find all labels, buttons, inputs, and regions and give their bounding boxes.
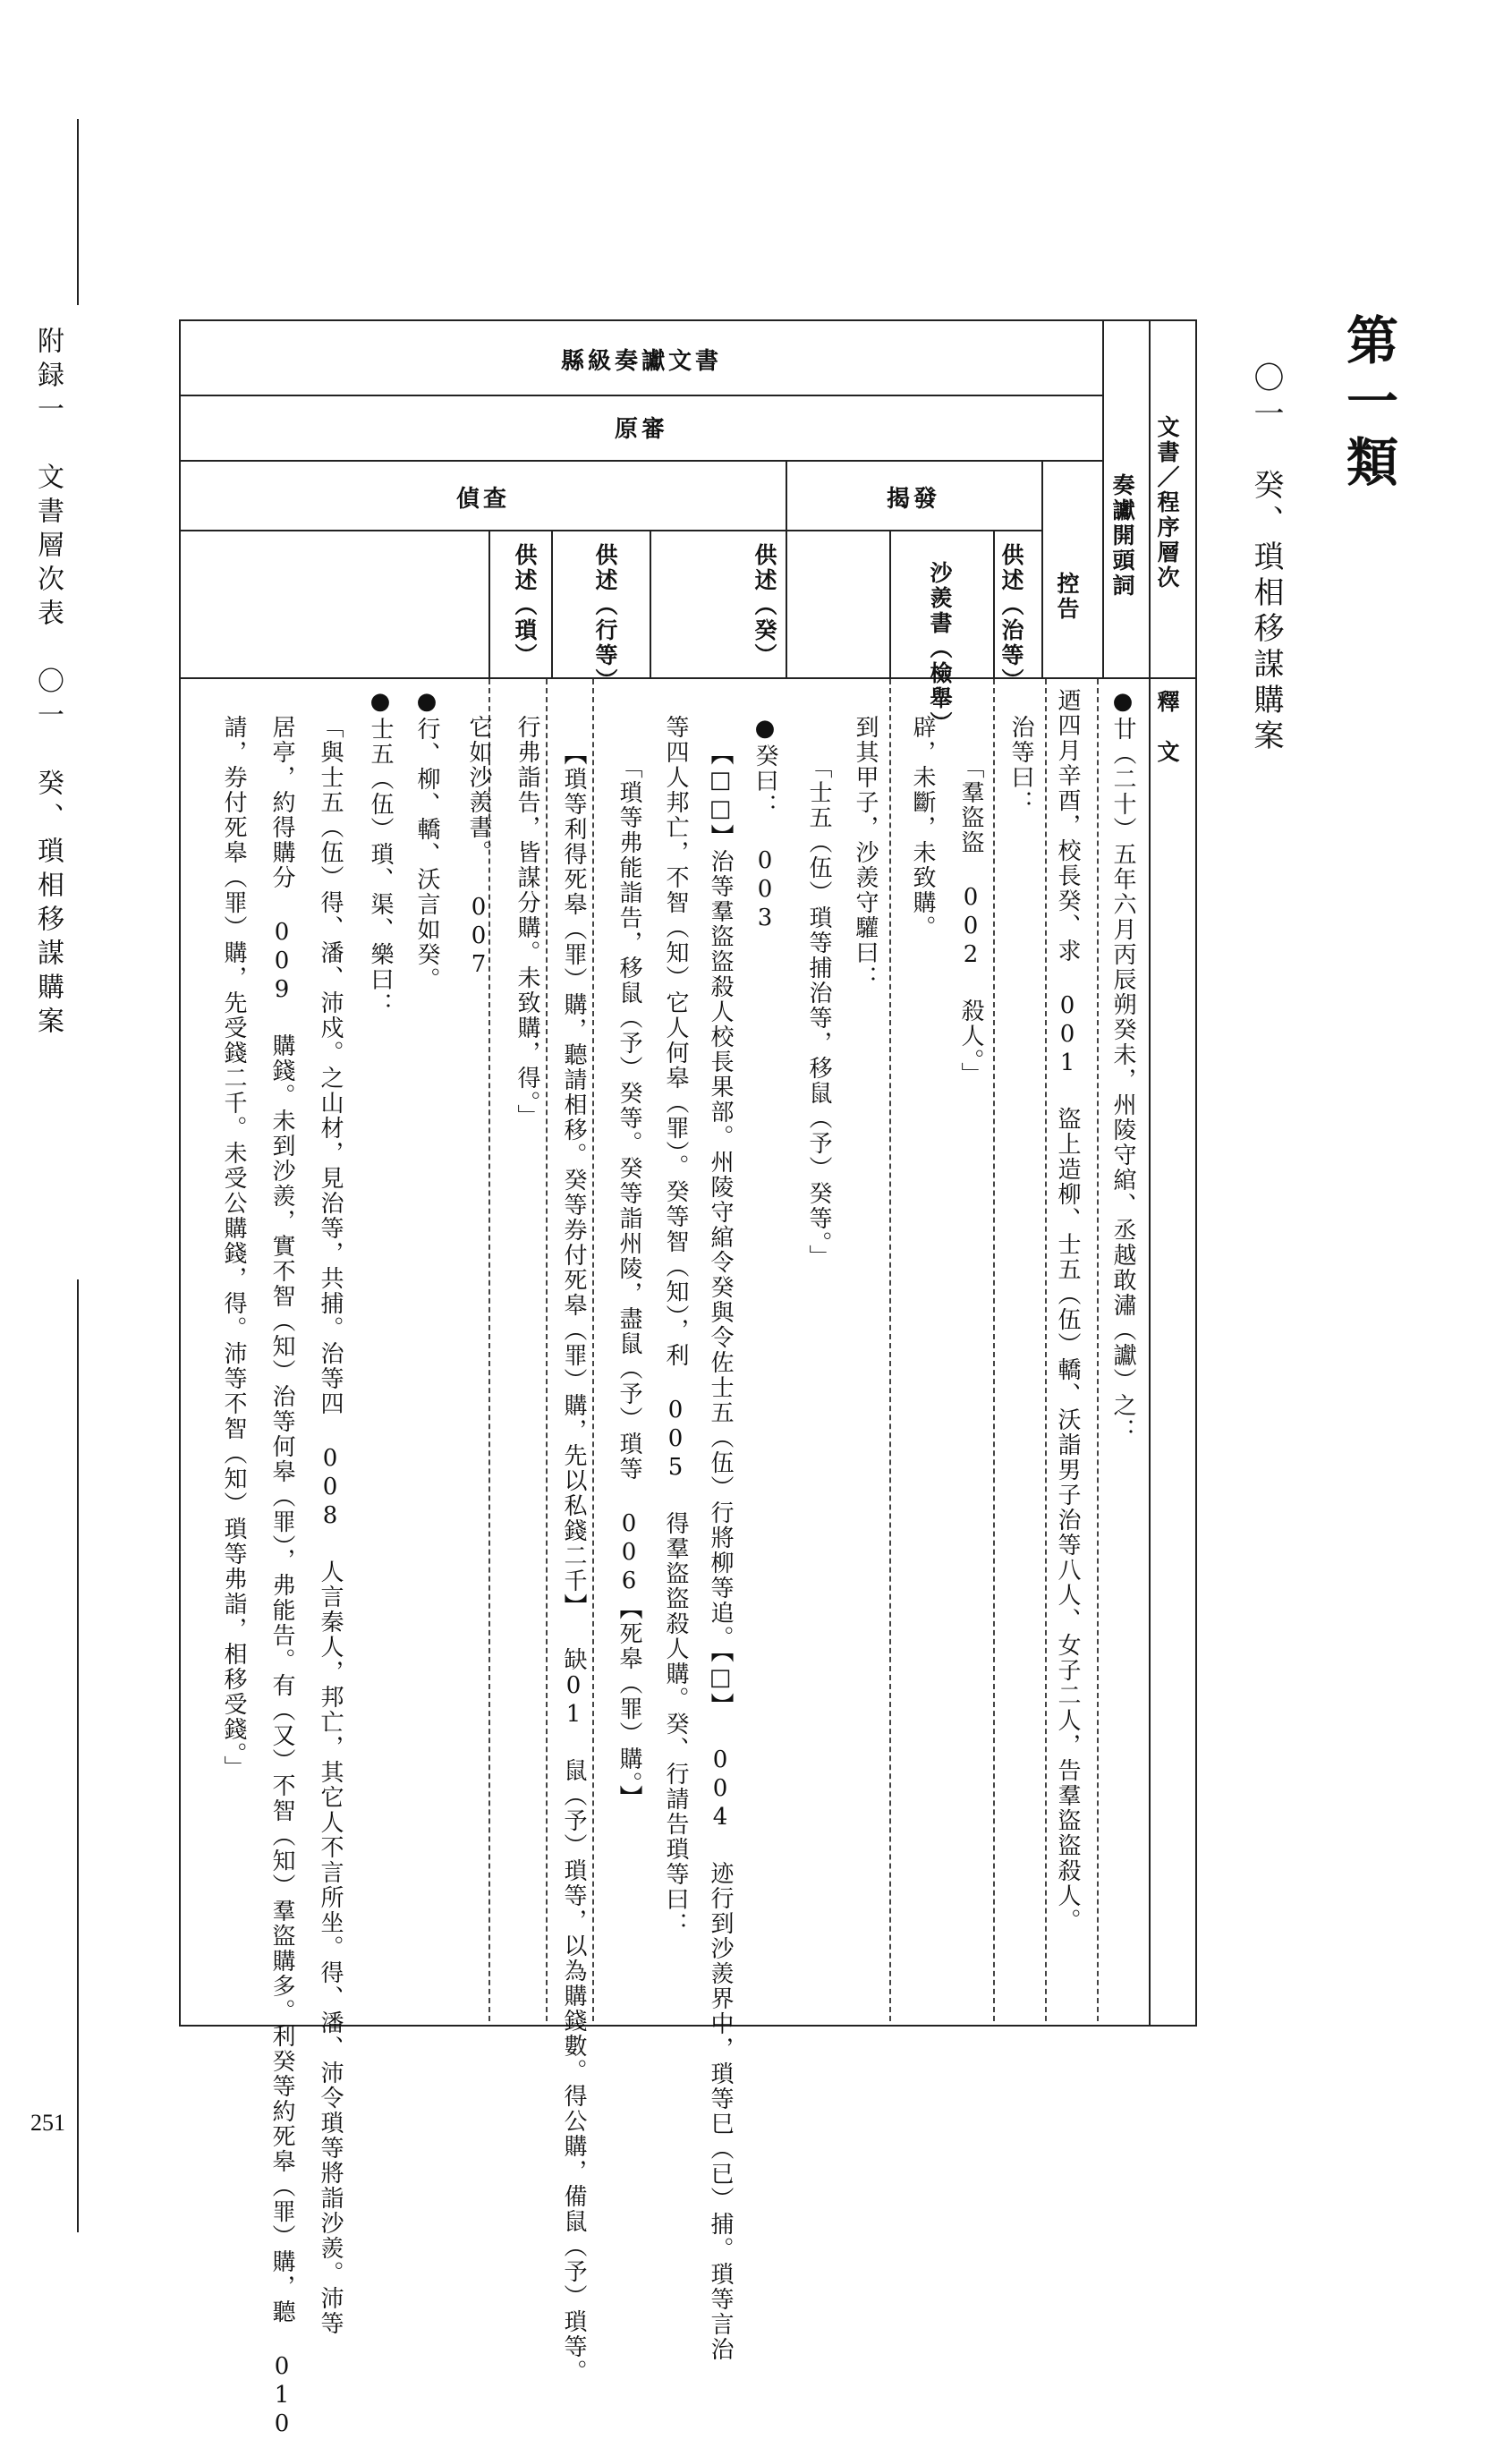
col-label-xing-testimony: 供述（行等） [592,543,618,693]
rule-rows-sep [1102,321,1104,679]
col-label-gui-testimony: 供述（癸） [752,543,777,668]
text-line: 治等曰： [1007,715,1034,815]
text-line: 辟，未斷，未致購。 [909,715,936,940]
text-line: ●廿（二十）五年六月丙辰朔癸未，州陵守綰、丞越敢潚（讞）之： [1109,688,1136,1443]
row3-label-right: 揭發 [886,486,940,513]
rule-col-c [889,530,891,677]
row3-label-left: 偵查 [455,486,510,513]
rule-col-b [993,530,995,677]
text-line: ●癸曰： 003 [752,715,778,933]
category-heading: 第一類 [1338,313,1398,496]
rule-row1 [181,395,1102,396]
document-hierarchy-table [179,319,1197,2439]
rule-col-e [551,530,553,677]
rule-col-d [650,530,651,677]
header-left-label: 文書／程序層次 [1154,415,1180,591]
text-line: 居亭，約得購分 009 購錢。未到沙羨，實不智（知）治等何皋（罪），弗能告。有（又）不智（知）羣盜購多。利癸等約死皋（罪）購，聽 010 [268,715,295,2439]
dash-2 [1045,679,1047,2021]
page-number: 251 [30,2110,65,2136]
col-label-shaxian-letter: 沙羨書（檢舉） [927,561,953,736]
col-label-suo-testimony: 供述（瑣） [512,543,538,668]
rule-header-sep [1149,321,1151,2025]
text-line: 行弗詣告，皆謀分購。未致購，得。」 [514,715,540,1129]
text-line: ●行、柳、轎、沃言如癸。 [413,688,440,992]
col-label-opening: 奏讞開頭詞 [1109,473,1135,599]
dash-1 [1097,679,1099,2021]
dash-3 [993,679,995,2021]
margin-rule-top [77,119,79,305]
text-line: 到其甲子，沙羨守驩曰： [852,715,879,990]
text-line: 它如沙羨書。 007 [465,715,492,980]
rule-col-f [488,530,490,677]
dash-5 [592,679,594,2021]
row1-label: 縣級奏讞文書 [560,348,722,375]
text-line: 【瑣等利得死皋（罪）購，聽請相移。癸等券付死皋（罪）購，先以私錢二千】 缺01 鼠（予）瑣等，以為購錢數。得公購，備鼠（予）瑣等。 [560,742,587,2384]
text-line: 迺四月辛酉，校長癸、求 001 盜上造柳、士五（伍）轎、沃詣男子治等八人、女子二人，告羣盜盜殺人。 [1054,688,1081,1933]
rule-label-row [181,677,1195,679]
margin-rule-bottom [77,1279,79,2232]
text-line: 「羣盜盜 002 殺人。」 [957,755,984,1087]
rule-row3 [181,530,1041,531]
col-label-zhi-testimony: 供述（治等） [998,543,1024,693]
dash-4 [889,679,891,2021]
text-line: 「瑣等弗能詣告，移鼠（予）癸等。癸等詣州陵，盡鼠（予）瑣等 006【死皋（罪）購。】 [616,755,642,1810]
rule-col-a [1041,460,1043,677]
row2-label: 原審 [614,416,668,443]
text-line: 等四人邦亡，不智（知）它人何皋（罪）。癸等智（知），利 005 得羣盜盜殺人購。癸、行請告瑣等曰： [662,715,689,1937]
text-line: 【□□】治等羣盜盜殺人校長果部。州陵守綰令癸與令佐士五（伍）行將柳等追。【□】 004 迹行到沙羨界中，瑣等巳（已）捕。瑣等言治 [707,742,734,2362]
text-line: ●士五（伍）瑣、渠、樂曰： [367,688,394,1017]
col-label-accusation: 控告 [1054,572,1080,622]
dash-6 [546,679,548,2021]
running-head: 附録一 文書層次表 〇一 癸、瑣相移謀購案 [32,327,64,1041]
rule-row2 [181,460,1102,462]
text-line: 「士五（伍）瑣等捕治等，移鼠（予）癸等。」 [805,755,832,1270]
header-right-label: 釋 文 [1154,690,1180,765]
text-line: 請，券付死皋（罪）購，先受錢二千。未受公購錢，得。沛等不智（知）瑣等弗詣，相移受錢。」 [220,715,247,1780]
case-title: 〇一 癸、瑣相移謀購案 [1248,361,1284,755]
text-line: 「與士五（伍）得、潘、沛戍。之山材，見治等，共捕。治等四 008 人言秦人，邦亡，其它人不言所坐。得、潘、沛令瑣等將詣沙羨。沛等 [317,715,344,2336]
